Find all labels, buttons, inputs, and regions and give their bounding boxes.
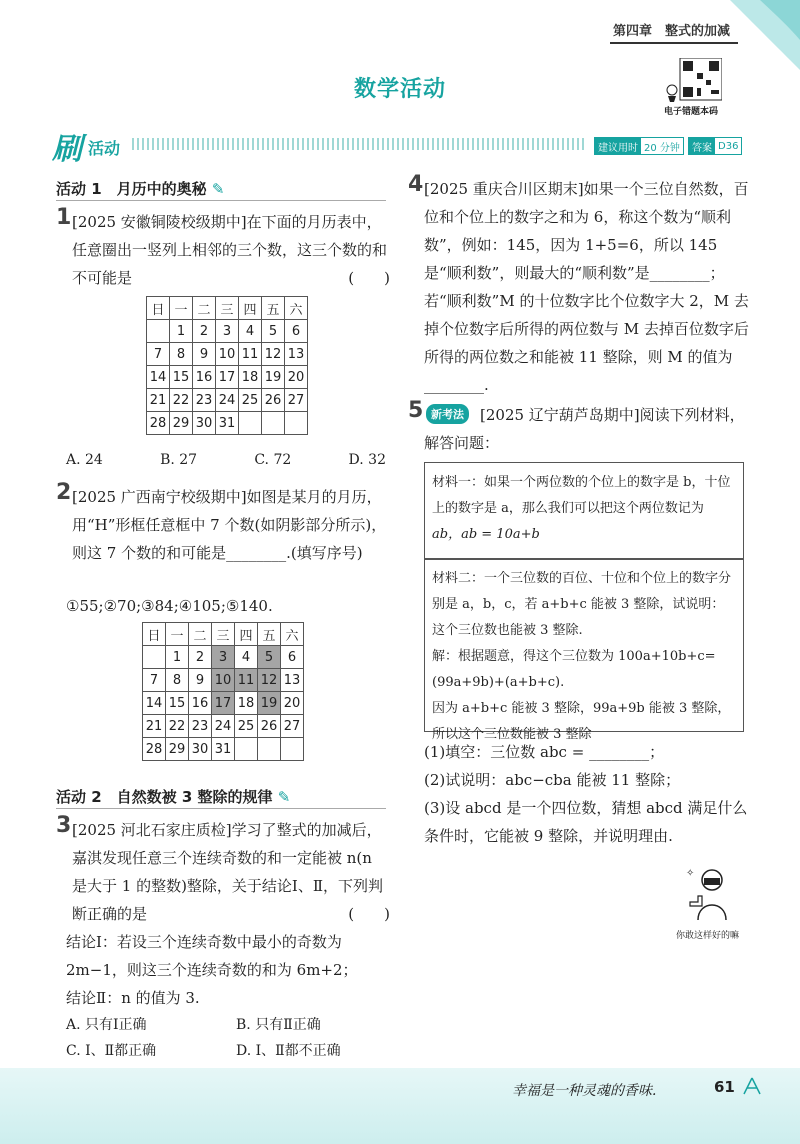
calendar-day: 21 — [143, 715, 166, 738]
activity-2-title-text: 活动 2 自然数被 3 整除的规律 — [56, 788, 273, 806]
material-2-text — [432, 566, 734, 748]
calendar-day: 22 — [170, 389, 193, 412]
new-method-badge: 新考法 — [426, 404, 469, 424]
calendar-day — [285, 412, 308, 435]
svg-text:✧: ✧ — [686, 868, 695, 879]
question-2-stem: [2025 广西南宁校级期中]如图是某月的月历，用“H”形框任意框中 7 个数(如阴影部分所示)，则这 7 个数的和可能是________.(填写序号) — [72, 488, 387, 562]
question-1-stem: [2025 安徽铜陵校级期中]在下面的月历表中，任意圈出一竖列上相邻的三个数，这三个数的和不可能是 — [72, 213, 388, 287]
calendar-day: 28 — [147, 412, 170, 435]
calendar-day — [281, 738, 304, 761]
calendar-week-row — [147, 412, 308, 435]
calendar-day: 8 — [166, 669, 189, 692]
calendar-week-row — [147, 366, 308, 389]
calendar-day: 23 — [189, 715, 212, 738]
material-2-body: 材料二：一个三位数的百位、十位和个位上的数字分别是 a，b，c，若 a+b+c 能被 3 整除，试说明：这个三位数也能被 3 整除. — [432, 571, 732, 638]
page-title: 数学活动 — [353, 77, 446, 102]
answer-bracket[interactable]: ( ) — [348, 905, 390, 923]
calendar-day: 7 — [143, 669, 166, 692]
calendar-day: 30 — [193, 412, 216, 435]
calendar-day: 29 — [170, 412, 193, 435]
question-5-part-1: (1)填空：三位数 abc = ________； — [424, 743, 665, 761]
option-d[interactable]: D. 32 — [348, 452, 386, 468]
suggested-time-tag — [594, 137, 684, 155]
calendar-day: 31 — [216, 412, 239, 435]
calendar-day: 25 — [235, 715, 258, 738]
calendar-day — [143, 646, 166, 669]
calendar-weekday: 二 — [189, 623, 212, 646]
calendar-day: 12 — [262, 343, 285, 366]
calendar-day: 16 — [189, 692, 212, 715]
calendar-week-row — [143, 669, 304, 692]
mascot-thumbs-up-illustration — [676, 862, 746, 926]
option-b[interactable]: B. 只有Ⅱ正确 — [236, 1017, 321, 1033]
calendar-header-row — [147, 297, 308, 320]
question-5-stem: [2025 辽宁葫芦岛期中]阅读下列材料，解答问题： — [424, 406, 745, 452]
calendar-day: 9 — [193, 343, 216, 366]
calendar-day: 7 — [147, 343, 170, 366]
calendar-day: 31 — [212, 738, 235, 761]
calendar-weekday: 四 — [235, 623, 258, 646]
calendar-week-row — [143, 646, 304, 669]
calendar-week-row — [143, 692, 304, 715]
calendar-weekday: 五 — [258, 623, 281, 646]
decorative-tick-strip — [132, 138, 587, 150]
calendar-day: 10 — [216, 343, 239, 366]
material-2-solution-1: 解：根据题意，得这个三位数为 100a+10b+c=(99a+9b)+(a+b+c). — [432, 649, 716, 690]
calendar-weekday: 日 — [147, 297, 170, 320]
calendar-day — [239, 412, 262, 435]
calendar-day: 21 — [147, 389, 170, 412]
calendar-day — [258, 738, 281, 761]
calendar-day: 5 — [262, 320, 285, 343]
calendar-day: 10 — [212, 669, 235, 692]
calendar-day — [147, 320, 170, 343]
calendar-day: 14 — [147, 366, 170, 389]
calendar-day: 11 — [235, 669, 258, 692]
calendar-day: 11 — [239, 343, 262, 366]
question-1-text — [72, 208, 390, 292]
calendar-day: 2 — [189, 646, 212, 669]
calendar-day: 17 — [216, 366, 239, 389]
option-a[interactable]: A. 24 — [66, 452, 103, 468]
answer-bracket[interactable]: ( ) — [348, 269, 390, 287]
calendar-day: 17 — [212, 692, 235, 715]
option-b[interactable]: B. 27 — [160, 452, 198, 468]
calendar-week-row — [147, 343, 308, 366]
activity-2-title — [56, 786, 290, 807]
calendar-weekday: 日 — [143, 623, 166, 646]
footer-band — [0, 1068, 800, 1144]
calendar-day: 8 — [170, 343, 193, 366]
calendar-day: 18 — [239, 366, 262, 389]
divider — [56, 808, 386, 809]
calendar-week-row — [143, 738, 304, 761]
option-c[interactable]: C. 72 — [254, 452, 292, 468]
chapter-underline — [610, 42, 738, 44]
calendar-day: 9 — [189, 669, 212, 692]
calendar-day: 2 — [193, 320, 216, 343]
question-2-choices: ①55;②70;③84;④105;⑤140. — [66, 597, 273, 615]
material-2-solution-3: 所以这个三位数能被 3 整除 — [432, 727, 592, 742]
calendar-day: 19 — [258, 692, 281, 715]
calendar-day: 6 — [281, 646, 304, 669]
divider — [56, 200, 386, 201]
conclusion-2: 结论Ⅱ：n 的值为 3. — [66, 989, 200, 1007]
calendar-weekday: 二 — [193, 297, 216, 320]
answer-page-value: D36 — [718, 140, 739, 152]
conclusion-1: 结论Ⅰ：若设三个连续奇数中最小的奇数为 2m−1，则这三个连续奇数的和为 6m+2； — [66, 933, 358, 979]
calendar-day: 16 — [193, 366, 216, 389]
calendar-day: 29 — [166, 738, 189, 761]
check-pen-icon: ✎ — [277, 788, 291, 806]
check-pen-icon: ✎ — [211, 180, 225, 198]
calendar-day: 28 — [143, 738, 166, 761]
calendar-day: 15 — [170, 366, 193, 389]
question-1-options — [66, 452, 386, 468]
brand-shua: 刷 — [52, 132, 82, 167]
calendar-day: 18 — [235, 692, 258, 715]
option-c[interactable]: C. Ⅰ、Ⅱ都正确 — [66, 1043, 157, 1059]
material-1-text — [432, 470, 734, 548]
calendar-weekday: 一 — [166, 623, 189, 646]
question-3-options — [66, 1012, 396, 1064]
suggested-time-value: 20 分钟 — [644, 142, 680, 154]
question-3-stem: [2025 河北石家庄质检]学习了整式的加减后，嘉淇发现任意三个连续奇数的和一定能被 n(n 是大于 1 的整数)整除，关于结论Ⅰ、Ⅱ，下列判断正确的是 — [72, 821, 384, 923]
calendar-table-q2 — [142, 622, 304, 761]
activity-label: 活动 — [88, 139, 121, 158]
option-d[interactable]: D. Ⅰ、Ⅱ都不正确 — [236, 1043, 341, 1059]
qr-code-icon[interactable] — [666, 58, 722, 102]
calendar-day: 20 — [285, 366, 308, 389]
calendar-day: 20 — [281, 692, 304, 715]
page-number: 61 — [714, 1078, 735, 1096]
calendar-weekday: 五 — [262, 297, 285, 320]
calendar-day: 4 — [239, 320, 262, 343]
calendar-day: 1 — [166, 646, 189, 669]
qr-code-label: 电子错题本码 — [664, 107, 719, 117]
question-3-number: 3 — [56, 813, 72, 838]
question-4-stem: [2025 重庆合川区期末]如果一个三位自然数，百位和个位上的数字之和为 6，称这个数为“顺利数”，例如：145，因为 1+5=6，所以 145 是“顺利数”，则最大的“顺利数”是________；若“顺利数”M 的十位数字比个位数字大 2，M 去掉个位数字后所得的两位数与 M 去掉百位数字后所得的两位数之和能被 11 整除，则 M 的值为________. — [424, 180, 749, 394]
question-5-number: 5 — [408, 398, 424, 423]
calendar-day: 22 — [166, 715, 189, 738]
calendar-day: 26 — [258, 715, 281, 738]
calendar-day: 3 — [216, 320, 239, 343]
calendar-day: 5 — [258, 646, 281, 669]
calendar-day: 19 — [262, 366, 285, 389]
question-5-part-3: (3)设 abcd 是一个四位数，猜想 abcd 满足什么条件时，它能被 9 整除，并说明理由. — [424, 799, 748, 845]
calendar-weekday: 一 — [170, 297, 193, 320]
chapter-heading: 第四章 整式的加减 — [612, 24, 730, 39]
calendar-day: 13 — [285, 343, 308, 366]
activity-1-title-text: 活动 1 月历中的奥秘 — [56, 180, 207, 198]
material-1-formula: ab，ab = 10a+b — [432, 527, 540, 542]
calendar-day: 25 — [239, 389, 262, 412]
option-a[interactable]: A. 只有Ⅰ正确 — [66, 1017, 147, 1033]
question-4-number: 4 — [408, 172, 424, 197]
calendar-day: 13 — [281, 669, 304, 692]
calendar-day — [262, 412, 285, 435]
calendar-day: 23 — [193, 389, 216, 412]
calendar-header-row — [143, 623, 304, 646]
compass-icon — [740, 1076, 764, 1096]
decorative-brush-stroke — [720, 0, 800, 80]
calendar-day: 27 — [285, 389, 308, 412]
question-1-number: 1 — [56, 205, 72, 230]
calendar-weekday: 六 — [281, 623, 304, 646]
calendar-weekday: 四 — [239, 297, 262, 320]
calendar-week-row — [147, 389, 308, 412]
calendar-table-q1 — [146, 296, 308, 435]
calendar-week-row — [143, 715, 304, 738]
calendar-day: 30 — [189, 738, 212, 761]
mascot-caption: 你敢这样好的嘛 — [676, 931, 740, 941]
calendar-day: 3 — [212, 646, 235, 669]
material-1-body: 材料一：如果一个两位数的个位上的数字是 b，十位上的数字是 a，那么我们可以把这个两位数记为 — [432, 475, 731, 516]
question-3-text — [72, 816, 390, 928]
calendar-day: 12 — [258, 669, 281, 692]
question-2-number: 2 — [56, 480, 72, 505]
calendar-weekday: 六 — [285, 297, 308, 320]
calendar-day: 4 — [235, 646, 258, 669]
calendar-day: 27 — [281, 715, 304, 738]
calendar-day — [235, 738, 258, 761]
calendar-day: 1 — [170, 320, 193, 343]
material-2-solution-2: 因为 a+b+c 能被 3 整除，99a+9b 能被 3 整除， — [432, 701, 731, 716]
calendar-day: 14 — [143, 692, 166, 715]
activity-1-title — [56, 178, 224, 199]
calendar-day: 24 — [212, 715, 235, 738]
calendar-weekday: 三 — [216, 297, 239, 320]
calendar-day: 26 — [262, 389, 285, 412]
calendar-week-row — [147, 320, 308, 343]
answer-page-tag[interactable] — [688, 137, 742, 155]
calendar-day: 6 — [285, 320, 308, 343]
question-5-part-2: (2)试说明：abc−cba 能被 11 整除； — [424, 771, 681, 789]
calendar-day: 15 — [166, 692, 189, 715]
suggested-time-label: 建议用时 — [595, 138, 641, 154]
calendar-day: 24 — [216, 389, 239, 412]
calendar-weekday: 三 — [212, 623, 235, 646]
answer-label: 答案 — [689, 138, 715, 154]
footer-motto: 幸福是一种灵魂的香味. — [512, 1083, 657, 1099]
